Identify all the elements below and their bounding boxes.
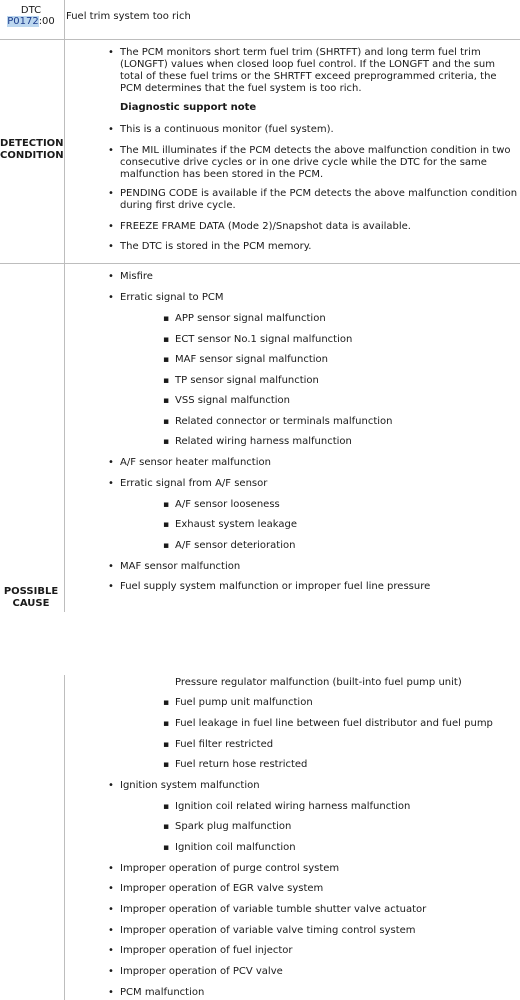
cause-item: • MAF sensor malfunction bbox=[120, 561, 518, 573]
cause-item: • Misfire bbox=[120, 271, 518, 283]
cause-subitem: ▪ Fuel filter restricted bbox=[175, 739, 515, 751]
cause-item: • Improper operation of purge control system bbox=[120, 863, 518, 875]
cause-subitem: ▪ APP sensor signal malfunction bbox=[175, 313, 515, 325]
cause-item: • PCM malfunction bbox=[120, 987, 518, 999]
row-divider bbox=[0, 39, 520, 40]
dtc-code[interactable]: P0172 bbox=[7, 16, 39, 27]
dtc-label: DTC bbox=[20, 5, 42, 16]
dtc-code-suffix: :00 bbox=[38, 16, 55, 27]
dtc-title: Fuel trim system too rich bbox=[66, 11, 191, 22]
row-divider bbox=[0, 263, 520, 264]
detection-note: • FREEZE FRAME DATA (Mode 2)/Snapshot data is available. bbox=[120, 221, 518, 233]
manual-page-2 bbox=[0, 675, 520, 1000]
cause-subitem: ▪ VSS signal malfunction bbox=[175, 395, 515, 407]
possible-cause-label bbox=[0, 586, 62, 610]
possible-cause-label-line1: POSSIBLE bbox=[3, 586, 59, 597]
cause-item: • Improper operation of EGR valve system bbox=[120, 883, 518, 895]
cause-item: • A/F sensor heater malfunction bbox=[120, 457, 518, 469]
column-divider bbox=[64, 0, 65, 612]
cause-item: • Ignition system malfunction bbox=[120, 780, 518, 792]
detection-label-line2: CONDITION bbox=[0, 150, 64, 161]
cause-subitem: ▪ Related connector or terminals malfunction bbox=[175, 416, 515, 428]
cause-item: • Improper operation of PCV valve bbox=[120, 966, 518, 978]
dtc-code-cell bbox=[0, 16, 62, 27]
cause-subitem-continued: Pressure regulator malfunction (built-into fuel pump unit) bbox=[175, 677, 462, 688]
cause-item: • Erratic signal to PCM bbox=[120, 292, 518, 304]
cause-subitem: ▪ Ignition coil malfunction bbox=[175, 842, 515, 854]
cause-subitem: ▪ Fuel pump unit malfunction bbox=[175, 697, 515, 709]
cause-item: • Improper operation of variable valve timing control system bbox=[120, 925, 518, 937]
cause-item: • Erratic signal from A/F sensor bbox=[120, 478, 518, 490]
cause-subitem: ▪ Exhaust system leakage bbox=[175, 519, 515, 531]
cause-subitem: ▪ A/F sensor looseness bbox=[175, 499, 515, 511]
cause-subitem: ▪ Fuel return hose restricted bbox=[175, 759, 515, 771]
detection-note: • PENDING CODE is available if the PCM detects the above malfunction condition during first drive cycle. bbox=[120, 188, 518, 212]
possible-cause-label-line2: CAUSE bbox=[12, 598, 50, 609]
cause-subitem: ▪ Spark plug malfunction bbox=[175, 821, 515, 833]
column-divider bbox=[64, 675, 65, 1000]
cause-item: • Improper operation of variable tumble shutter valve actuator bbox=[120, 904, 518, 916]
cause-item: • Fuel supply system malfunction or improper fuel line pressure bbox=[120, 581, 518, 593]
detection-note: • The DTC is stored in the PCM memory. bbox=[120, 241, 518, 253]
cause-subitem: ▪ TP sensor signal malfunction bbox=[175, 375, 515, 387]
cause-subitem: ▪ Fuel leakage in fuel line between fuel distributor and fuel pump bbox=[175, 718, 515, 730]
diagnostic-note-heading: Diagnostic support note bbox=[120, 102, 257, 113]
detection-note: • This is a continuous monitor (fuel system). bbox=[120, 124, 518, 136]
cause-subitem: ▪ MAF sensor signal malfunction bbox=[175, 354, 515, 366]
cause-subitem: ▪ Related wiring harness malfunction bbox=[175, 436, 515, 448]
cause-subitem: ▪ Ignition coil related wiring harness malfunction bbox=[175, 801, 515, 813]
detection-condition-label bbox=[0, 138, 62, 162]
cause-subitem: ▪ ECT sensor No.1 signal malfunction bbox=[175, 334, 515, 346]
cause-subitem: ▪ A/F sensor deterioration bbox=[175, 540, 515, 552]
detection-label-line1: DETECTION bbox=[0, 138, 64, 149]
cause-item: • Improper operation of fuel injector bbox=[120, 945, 518, 957]
detection-note: • The MIL illuminates if the PCM detects the above malfunction condition in two consecutive drive cycles or in one drive cycle while the DTC for the same malfunction has been stored in the PCM. bbox=[120, 145, 518, 181]
detection-paragraph: • The PCM monitors short term fuel trim (SHRTFT) and long term fuel trim (LONGFT) values when closed loop fuel control. If the LONGFT and the sum total of these fuel trims or the SHRTFT exceed preprogrammed criteria, the PCM determines that the fuel system is too rich. bbox=[120, 47, 518, 95]
